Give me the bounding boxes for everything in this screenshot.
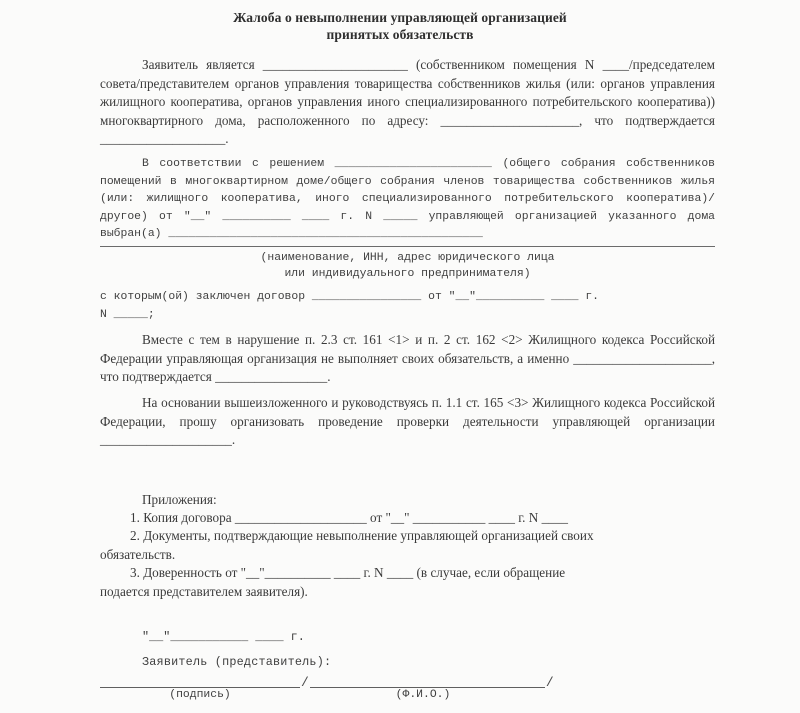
page-title (0, 0, 800, 43)
entity-caption-line-1: (наименование, ИНН, адрес юридического лица (260, 251, 555, 264)
signature-rule-row (100, 673, 715, 688)
paragraph-request: На основании вышеизложенного и руководствуясь п. 1.1 ст. 165 <3> Жилищного кодекса Российской Федерации, прошу организовать проведение проверки деятельности управляющей организации ____________________. (100, 394, 715, 448)
fullname-caption: (Ф.И.О.) (395, 688, 451, 701)
appendix-item-3-continuation: подается представителем заявителя). (100, 584, 308, 600)
entity-caption-line-2: или индивидуального предпринимателя) (284, 267, 531, 280)
signature-date-line: "__"___________ ____ г. (142, 629, 305, 644)
appendix-item-2-continuation: обязательств. (100, 546, 176, 562)
paragraph-contract-line-2: N _____; (100, 308, 155, 321)
page-title-line-1: Жалоба о невыполнении управляющей организацией (233, 10, 567, 25)
appendix-item-1: 1. Копия договора ____________________ от "__" ___________ ____ г. N ____ (130, 509, 568, 525)
signature-slash-1: / (301, 674, 309, 690)
paragraph-decision: В соответствии с решением _______________________ (общего собрания собственников помещений в многоквартирном доме/общего собрания членов товарищества собственников жилья (или: жилищного кооператива, иного специализированного потребительского кооператива)/другое) от "__" __________ ____ г. N _____ управляющей организацией указанного дома выбран(а) ______________________________________________ (100, 157, 715, 241)
document-body (0, 43, 800, 701)
appendix-item-2: 2. Документы, подтверждающие невыполнение управляющей организацией своих (130, 528, 594, 544)
paragraph-contract-line-1: с которым(ой) заключен договор ________________ от "__"__________ ____ г. (100, 290, 599, 303)
spacer (100, 149, 715, 156)
signature-caption: (подпись) (169, 688, 231, 701)
appendix-item-3: 3. Доверенность от "__"__________ ____ г. N ____ (в случае, если обращение (130, 565, 566, 581)
spacer (100, 324, 715, 331)
signature-line (100, 675, 300, 688)
entity-rule (100, 246, 715, 247)
spacer (100, 450, 715, 490)
signature-role-label: Заявитель (представитель): (142, 654, 332, 669)
page-title-line-2: принятых обязательств (326, 27, 474, 42)
paragraph-applicant-status: Заявитель является ______________________ (собственником помещения N ____/председателем совета/представителем органов управления товарищества собственников жилья (или: органов управления жилищного кооператива, органов управления иного специализированного потребительского кооператива)) многоквартирного дома, расположенного по адресу: _____________________, что подтверждается ___________________. (100, 57, 715, 147)
spacer (100, 646, 715, 653)
spacer (100, 43, 715, 56)
spacer (100, 282, 715, 289)
signature-caption-row (100, 689, 715, 701)
paragraph-violation: Вместе с тем в нарушение п. 2.3 ст. 161 <1> и п. 2 ст. 162 <2> Жилищного кодекса Российской Федерации управляющая организация не выполняет своих обязательств, а именно _____________________, что подтверждается _________________. (100, 332, 715, 385)
fullname-line (310, 675, 545, 688)
appendix-heading: Приложения: (142, 491, 217, 507)
signature-slash-2: / (545, 674, 554, 690)
spacer (100, 387, 715, 394)
spacer (100, 602, 715, 628)
